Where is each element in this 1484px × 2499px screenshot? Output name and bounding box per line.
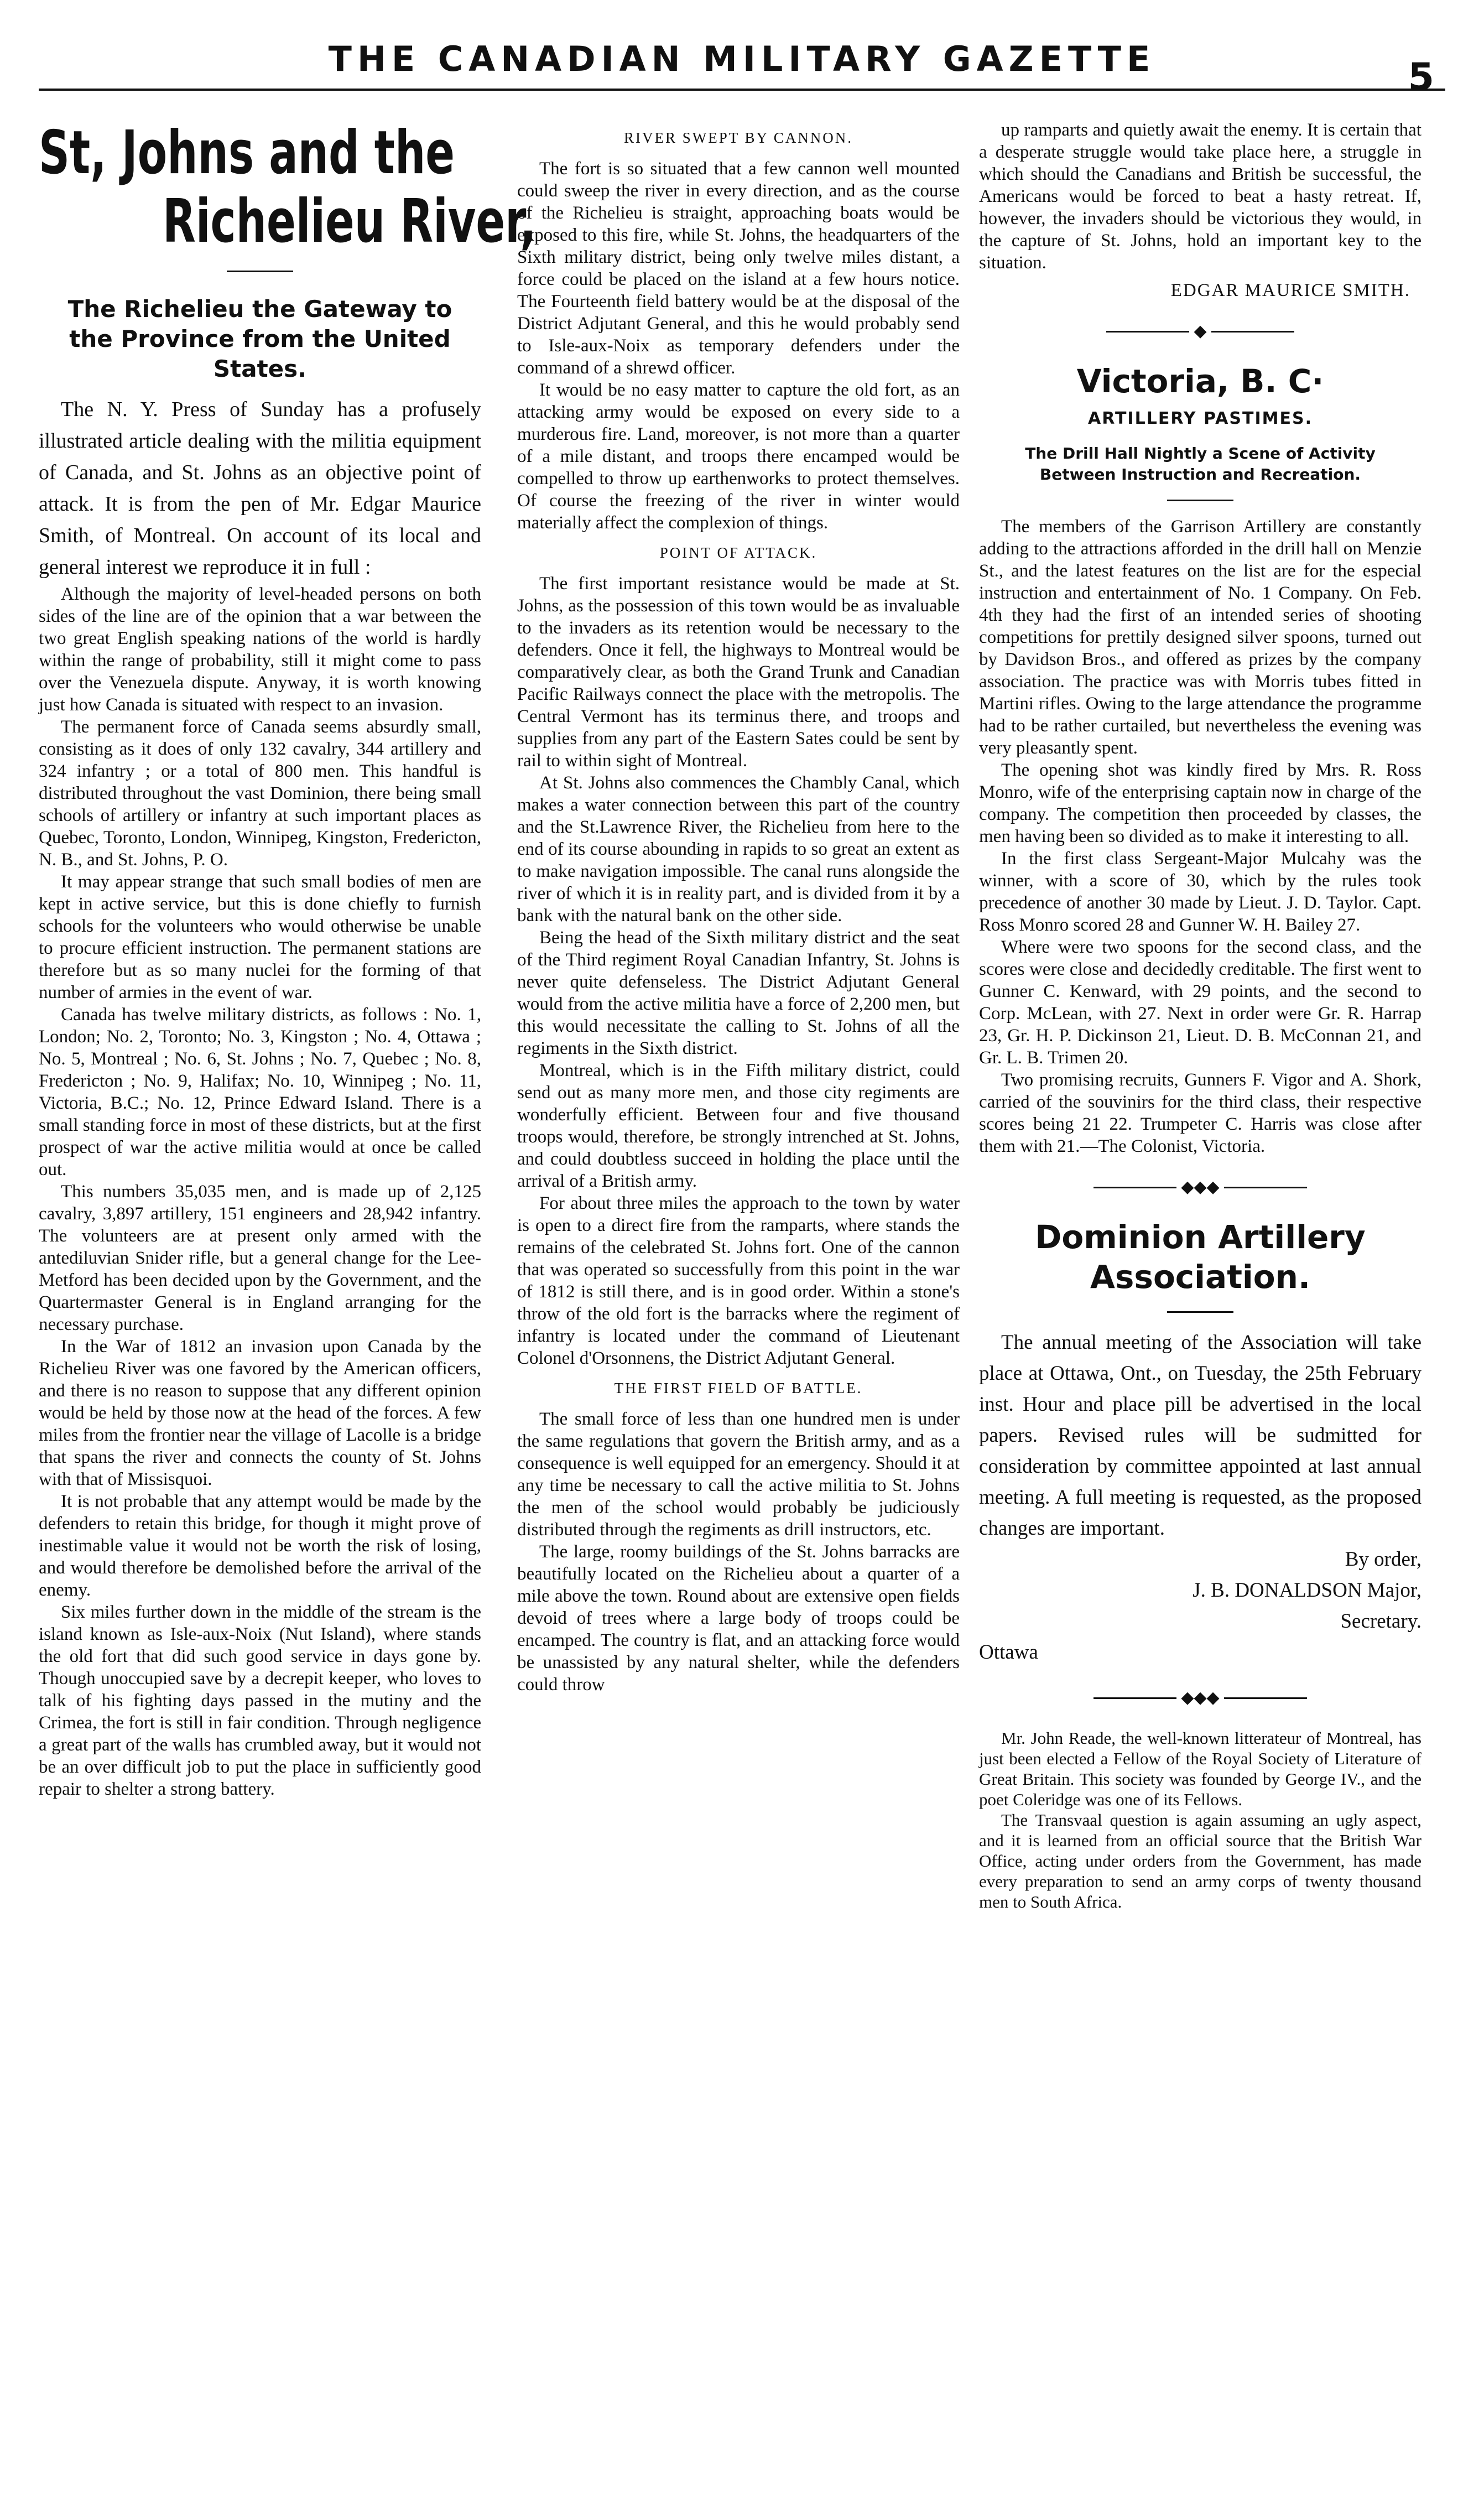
- victoria-headline: Victoria, B. C·: [1076, 362, 1324, 400]
- headline-line-2: Richelieu River,: [163, 187, 537, 256]
- signer-name: J. B. DONALDSON Major,: [1193, 1579, 1421, 1602]
- column-right: [979, 119, 1421, 1912]
- section-subhead: RIVER SWEPT BY CANNON.: [623, 129, 853, 146]
- by-order: By order,: [1345, 1548, 1421, 1571]
- news-note: Mr. John Reade, the well-known litterateur of Montreal, has just been elected a Fellow of the Royal Society of Literature of Great Britain. This society was founded by George IV., and the poet Coleridge was one of its Fellows.: [979, 1728, 1421, 1809]
- article-paragraph: For about three miles the approach to the town by water is open to a direct fire from the ramparts, where stands the remains of the celebrated St. Johns fort. One of the cannon that was operated so successfully from this point in the war of 1812 is still there, and is in good order. Within a stone's throw of the old fort is the barracks where the regiment of infantry is located under the command of Lieutenant Colonel d'Orsonnens, the District Adjutant General.: [517, 1193, 960, 1368]
- article-paragraph: The small force of less than one hundred men is under the same regulations that govern the British army, and as a consequence is well equipped for an emergency. Should it at any time be necessary to call the active militia to St. Johns the men of the school would probably be judiciously distributed through the regiments as drill instructors, etc.: [517, 1409, 960, 1540]
- divider: [227, 271, 293, 272]
- headline-line-1: St, Johns and the: [39, 118, 455, 188]
- article-paragraph: This numbers 35,035 men, and is made up of 2,125 cavalry, 3,897 artillery, 151 engineers and 28,942 infantry. The volunteers are at present only armed with the antediluvian Snider rifle, but a general change for the Lee-Metford has been decided upon by the Government, and the Quartermaster General is in England arranging for the necessary purchase.: [39, 1182, 481, 1334]
- article-paragraph: Being the head of the Sixth military district and the seat of the Third regiment Royal Canadian Infantry, St. Johns is never quite defenseless. The District Adjutant General would from the active militia have a force of 2,200 men, but this would necessitate the calling to St. Johns of all the regiments in the Sixth district.: [517, 928, 960, 1058]
- article-paragraph: Canada has twelve military districts, as follows : No. 1, London; No. 2, Toronto; No. 3, Kingston ; No. 4, Ottawa ; No. 5, Montreal ; No. 6, St. Johns ; No. 7, Quebec ; No. 8, Fredericton ; No. 9, Halifax; No. 10, Winnipeg ; No. 11, Victoria, B.C.; No. 12, Prince Edward Island. There is a small standing force in most of these districts, but at the first prospect of war the active militia would at once be called out.: [39, 1005, 481, 1180]
- news-notes: [979, 1728, 1421, 1912]
- article-paragraph: The large, roomy buildings of the St. Johns barracks are beautifully located on the Richelieu about a quarter of a mile above the town. Round about are extensive open fields devoid of trees where a large body of troops could be encamped. The country is flat, and an attacking force would be unassisted by any natural shelter, while the defenders could throw: [517, 1542, 960, 1695]
- article-paragraph: The permanent force of Canada seems absurdly small, consisting as it does of only 132 cavalry, 344 artillery and 324 infantry ; or a total of 800 men. This handful is distributed throughout the vast Dominion, there being small schools of artillery or infantry at such important places as Quebec, Toronto, London, Winnipeg, Kingston, Fredericton, N. B., and St. Johns, P. O.: [39, 717, 481, 870]
- article-paragraph: At St. Johns also commences the Chambly Canal, which makes a water connection between this part of the country and the St.Lawrence River, the Richelieu from here to the end of its course abounding in rapids to so great an extent as to make navigation impossible. The canal runs alongside the river of which it is in reality part, and is divided from it by a bank with the natural bank on the other side.: [517, 773, 960, 926]
- article-paragraph: Montreal, which is in the Fifth military district, could send out as many more men, and those city regiments are wonderfully efficient. Between four and five thousand troops would, therefore, be strongly intrenched at St. Johns, and could doubtless succeed in holding the place until the arrival of a British army.: [517, 1061, 960, 1191]
- lead-paragraph: The N. Y. Press of Sunday has a profusely illustrated article dealing with the militia equipment of Canada, and St. Johns as an objective point of attack. It is from the pen of Mr. Edgar Maurice Smith, of Montreal. On account of its local and general interest we reproduce it in full :: [39, 398, 481, 579]
- association-paragraph: The annual meeting of the Association will take place at Ottawa, Ont., on Tuesday, the 25th February inst. Hour and place pill be advertised in the local papers. Revised rules will be sudmitted for consideration by committee appointed at last annual meeting. A full meeting is requested, as the proposed changes are important.: [979, 1331, 1421, 1540]
- article-paragraph: In the War of 1812 an invasion upon Canada by the Richelieu River was one favored by the American officers, and there is no reason to suppose that any different opinion would be held by those now at the head of the forces. A few miles from the frontier near the village of Lacolle is a bridge that spans the river and connects the county of St. Johns with that of Missisquoi.: [39, 1337, 481, 1489]
- association-notice: [979, 1327, 1421, 1668]
- article-paragraph: The fort is so situated that a few cannon well mounted could sweep the river in every direction, and as the course of the Richelieu is straight, approaching boats would be exposed to this fire, while St. Johns, the headquarters of the Sixth military district, being only twelve miles distant, a force could be placed on the island at a few hours notice. The Fourteenth field battery would be at the disposal of the District Adjutant General, and this he would probably send to Isle-aux-Noix as temporary defenders under the command of a shrewd officer.: [517, 159, 960, 378]
- article-lead: [39, 394, 481, 583]
- ornament-divider: ◆◆◆: [979, 1176, 1421, 1198]
- page-number: 5: [1408, 55, 1434, 99]
- article-continuation: up ramparts and quietly await the enemy. It is certain that a desperate struggle would take place here, a struggle in which should the Canadians and British be successful, the Americans would be forced to beat a hasty retreat. If, however, the invaders should be victorious they would, in the capture of St. Johns, hold an important key to the situation.: [979, 120, 1421, 273]
- article-paragraph: It would be no easy matter to capture the old fort, as an attacking army would be exposed on every side to a murderous fire. Land, moreover, is not more than a quarter of a mile distant, and troops there encamped would be compelled to throw up earthenworks to protect themselves. Of course the freezing of the river in winter would materially affect the complexion of things.: [517, 380, 960, 533]
- article-paragraph: Six miles further down in the middle of the stream is the island known as Isle-aux-Noix (Nut Island), where stands the old fort that did such good service in days gone by. Though unoccupied save by a decrepit keeper, who loves to talk of his fighting days passed in the mutiny and the Crimea, the fort is still in fair condition. Through negligence a great part of the walls has crumbled away, but it would not be an over difficult job to put the place in sufficiently good repair to shelter a strong battery.: [39, 1602, 481, 1799]
- news-note: The Transvaal question is again assuming an ugly aspect, and it is learned from an official source that the British War Office, acting under orders from the Government, has made every preparation to send an army corps of twenty thousand men to South Africa.: [979, 1810, 1421, 1911]
- section-subhead: POINT OF ATTACK.: [659, 544, 817, 561]
- article-paragraph: It may appear strange that such small bodies of men are kept in active service, but this is done chiefly to furnish schools for the volunteers who would otherwise be unable to procure efficient instruction. The permanent stations are therefore but as so many nuclei for the forming of that number of armies in the event of war.: [39, 872, 481, 1002]
- article-paragraph: It is not probable that any attempt would be made by the defenders to retain this bridge, for though it might prove of inestimable value it would not be worth the risk of losing, and would therefore be demolished before the arrival of the enemy.: [39, 1492, 481, 1600]
- association-headline: Dominion Artillery Association.: [1035, 1218, 1366, 1296]
- article-paragraph: Two promising recruits, Gunners F. Vigor and A. Shork, carried of the souvinirs for the third class, their respective scores being 21 22. Trumpeter C. Harris was close after them with 21.—The Colonist, Victoria.: [979, 1070, 1421, 1156]
- newspaper-title: THE CANADIAN MILITARY GAZETTE: [328, 39, 1156, 79]
- victoria-deck: The Drill Hall Nightly a Scene of Activity Between Instruction and Recreation.: [1025, 444, 1376, 484]
- article-paragraph: In the first class Sergeant-Major Mulcahy was the winner, with a score of 30, which by the rules took precedence of another 30 made by Lieut. J. D. Taylor. Capt. Ross Monro scored 28 and Gunner W. H. Bailey 27.: [979, 849, 1421, 935]
- article-paragraph: The members of the Garrison Artillery are constantly adding to the attractions afforded in the drill hall on Menzie St., and the latest features on the list are for the especial instruction and entertainment of No. 1 Company. On Feb. 4th they had the first of an intended series of shooting competitions for prettily designed silver spoons, turned out by Davidson Bros., and offered as prizes by the company association. The practice was with Morris tubes fitted in Martini rifles. Owing to the large attendance the programme had to be rather curtailed, but nevertheless the evening was very pleasantly spent.: [979, 517, 1421, 758]
- signer-title: Secretary.: [1340, 1610, 1421, 1633]
- ornament-divider: ◆◆◆: [979, 1687, 1421, 1709]
- article-paragraph: The opening shot was kindly fired by Mrs. R. Ross Monro, wife of the enterprising captain now in charge of the company. The competition then proceeded by classes, the men having been so divided as to make it interesting to all.: [979, 760, 1421, 846]
- column-left: [39, 118, 537, 1800]
- article-deck: The Richelieu the Gateway to the Province from the United States.: [67, 295, 452, 382]
- ornament-divider: ◆: [979, 320, 1421, 342]
- article-byline: EDGAR MAURICE SMITH.: [1170, 280, 1410, 300]
- article-paragraph: Although the majority of level-headed persons on both sides of the line are of the opinion that a war between the two great English speaking nations of the world is hardly within the range of probability, still it might come to pass over the Venezuela dispute. Anyway, it is worth knowing just how Canada is situated with respect to an invasion.: [39, 584, 481, 715]
- divider: [1167, 500, 1233, 501]
- masthead: [39, 22, 1445, 99]
- article-paragraph: The first important resistance would be made at St. Johns, as the possession of this town would be as invaluable to the invaders as its retention would be necessary to the defenders. Once it fell, the highways to Montreal would be comparatively clear, as both the Grand Trunk and Canadian Pacific Railways connect the place with the metropolis. The Central Vermont has its terminus there, and troops and supplies from any part of the Eastern Sates could be sent by rail to within sight of Montreal.: [517, 574, 960, 771]
- column-middle: [517, 119, 960, 1696]
- article-paragraph: Where were two spoons for the second class, and the scores were close and decidedly creditable. The first went to Gunner C. Kenward, with 29 points, and the second to Corp. McLean, with 27. Next in order were Gr. R. Harrap 23, Gr. H. P. Dickinson 21, Lieut. D. B. McConnan 21, and Gr. L. B. Trimen 20.: [979, 937, 1421, 1068]
- divider: [1167, 1311, 1233, 1313]
- section-subhead: THE FIRST FIELD OF BATTLE.: [614, 1380, 863, 1396]
- dateline-place: Ottawa: [979, 1641, 1038, 1664]
- victoria-subhead: ARTILLERY PASTIMES.: [1088, 409, 1313, 428]
